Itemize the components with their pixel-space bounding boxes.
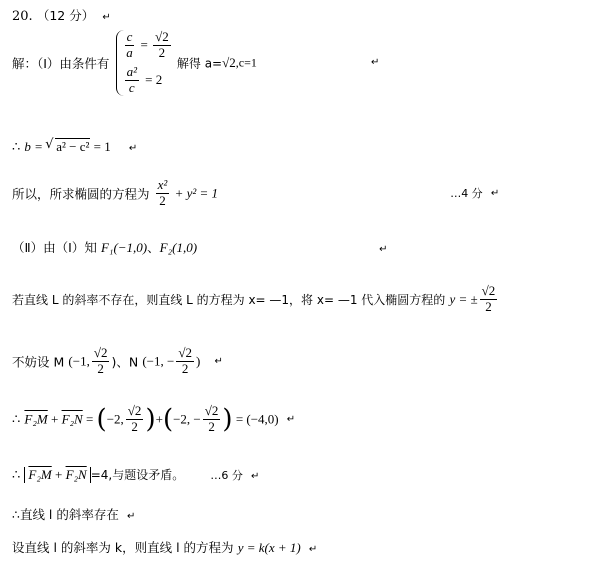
frac-a2-over-c: $\frac{\text{a²}}{c}$	[126, 63, 137, 95]
line-exists	[12, 505, 135, 523]
therefore-symbol: ∴	[12, 139, 21, 154]
term1-frac: $\frac{√2}{2}$	[127, 403, 142, 434]
line-points	[12, 346, 223, 377]
n-post: )	[195, 353, 201, 369]
return-symbol: ↵	[379, 244, 388, 255]
solved-c: ,c=1	[235, 55, 257, 70]
m-pre: (−1,	[68, 353, 90, 369]
solved-text: 解得 a=	[176, 56, 223, 71]
line-abs	[12, 466, 259, 483]
term2-pre: −2, −	[173, 411, 201, 427]
exists-text: ∴直线 l 的斜率存在	[12, 507, 119, 522]
return-symbol: ↵	[490, 187, 500, 199]
vector-f2n: F₂N	[65, 467, 87, 482]
frac-c-over-a: $\frac{c}{a}$	[126, 29, 133, 60]
focus-f2: F₂(1,0)	[159, 240, 198, 255]
equation-system: $\frac{c}{a}$ = $\frac{√2}{2}$ $\frac{\text{a²}}{c}$ = 2	[116, 30, 173, 96]
ellipse-rest: + y² = 1	[171, 185, 219, 201]
frac-root2-over-2: $\frac{√2}{2}$	[155, 29, 169, 60]
return-symbol: ↵	[251, 471, 260, 482]
eq2-rhs: = 2	[145, 71, 163, 87]
part1-line	[12, 30, 379, 96]
line-slope-none	[12, 284, 499, 315]
problem-score: （12 分）	[36, 8, 95, 23]
m-frac: $\frac{√2}{2}$	[93, 345, 108, 376]
plus-sign: +	[51, 467, 66, 482]
focus-f1: F₁(−1,0)	[100, 240, 148, 255]
line-b	[12, 139, 137, 155]
line-ellipse	[12, 178, 499, 209]
slope-none-text: 若直线 L 的斜率不存在，则直线 L 的方程为 x= —1，将 x= —1 代入椭圆方程的	[12, 292, 446, 307]
vector-f2m: F₂M	[24, 411, 48, 427]
separator: 、	[147, 240, 160, 255]
n-frac: $\frac{√2}{2}$	[178, 345, 192, 376]
therefore-symbol: ∴	[12, 411, 21, 427]
term2-frac: $\frac{√2}{2}$	[204, 403, 219, 434]
y-expr: y = ±	[449, 291, 478, 307]
score-note-6: …6 分	[210, 469, 243, 482]
plus-sign: +	[47, 411, 62, 427]
abs-value-expr	[24, 467, 90, 483]
assume-text: 设直线 l 的斜率为 k，则直线 l 的方程为	[12, 540, 234, 555]
return-symbol: ↵	[308, 544, 318, 555]
return-symbol: ↵	[127, 511, 136, 522]
sqrt-expr: √ a² − c²	[46, 139, 90, 155]
ellipse-text: 所以，所求椭圆的方程为	[12, 186, 150, 202]
line-vector-sum: ∴ F₂M + F₂N = (−2, $\frac{√2}{2}$ )+(−2, − $\frac{√2}{2}$ ) = (−4,0) ↵	[12, 403, 296, 435]
vector-f2n: F₂N	[61, 411, 83, 427]
return-symbol: ↵	[370, 57, 380, 69]
equals-sign: =	[82, 411, 97, 427]
problem-number: 20.	[12, 9, 33, 24]
vector-f2m: F₂M	[28, 467, 52, 482]
solved-a: √2	[222, 54, 236, 70]
abs-rest: =4,与题设矛盾。	[90, 468, 185, 482]
b-expr: b =	[24, 139, 47, 154]
frac-root2-over-2: $\frac{√2}{2}$	[481, 283, 496, 314]
score-note-4: …4 分	[450, 187, 483, 201]
term1-pre: −2,	[106, 411, 124, 427]
vector-result: = (−4,0)	[232, 411, 279, 427]
points-text: 不妨设 M	[12, 354, 65, 370]
return-symbol: ↵	[214, 355, 223, 367]
b-rhs: = 1	[90, 139, 111, 154]
n-pre: (−1, −	[142, 353, 175, 369]
return-symbol: ↵	[128, 143, 138, 154]
part1-intro: 解：（Ⅰ）由条件有	[12, 55, 110, 71]
return-symbol: ↵	[102, 12, 111, 23]
m-post: )、N	[111, 354, 139, 370]
return-symbol: ↵	[286, 413, 296, 425]
frac-x2-over-2: $\frac{\text{x²}}{2}$	[157, 177, 168, 208]
line-assume	[12, 538, 317, 556]
line-equation: y = k(x + 1)	[237, 540, 301, 555]
part2-intro: （Ⅱ）由（Ⅰ）知	[12, 240, 97, 255]
therefore-symbol: ∴	[12, 467, 21, 482]
problem-header	[12, 6, 111, 24]
part2-line	[12, 238, 388, 256]
